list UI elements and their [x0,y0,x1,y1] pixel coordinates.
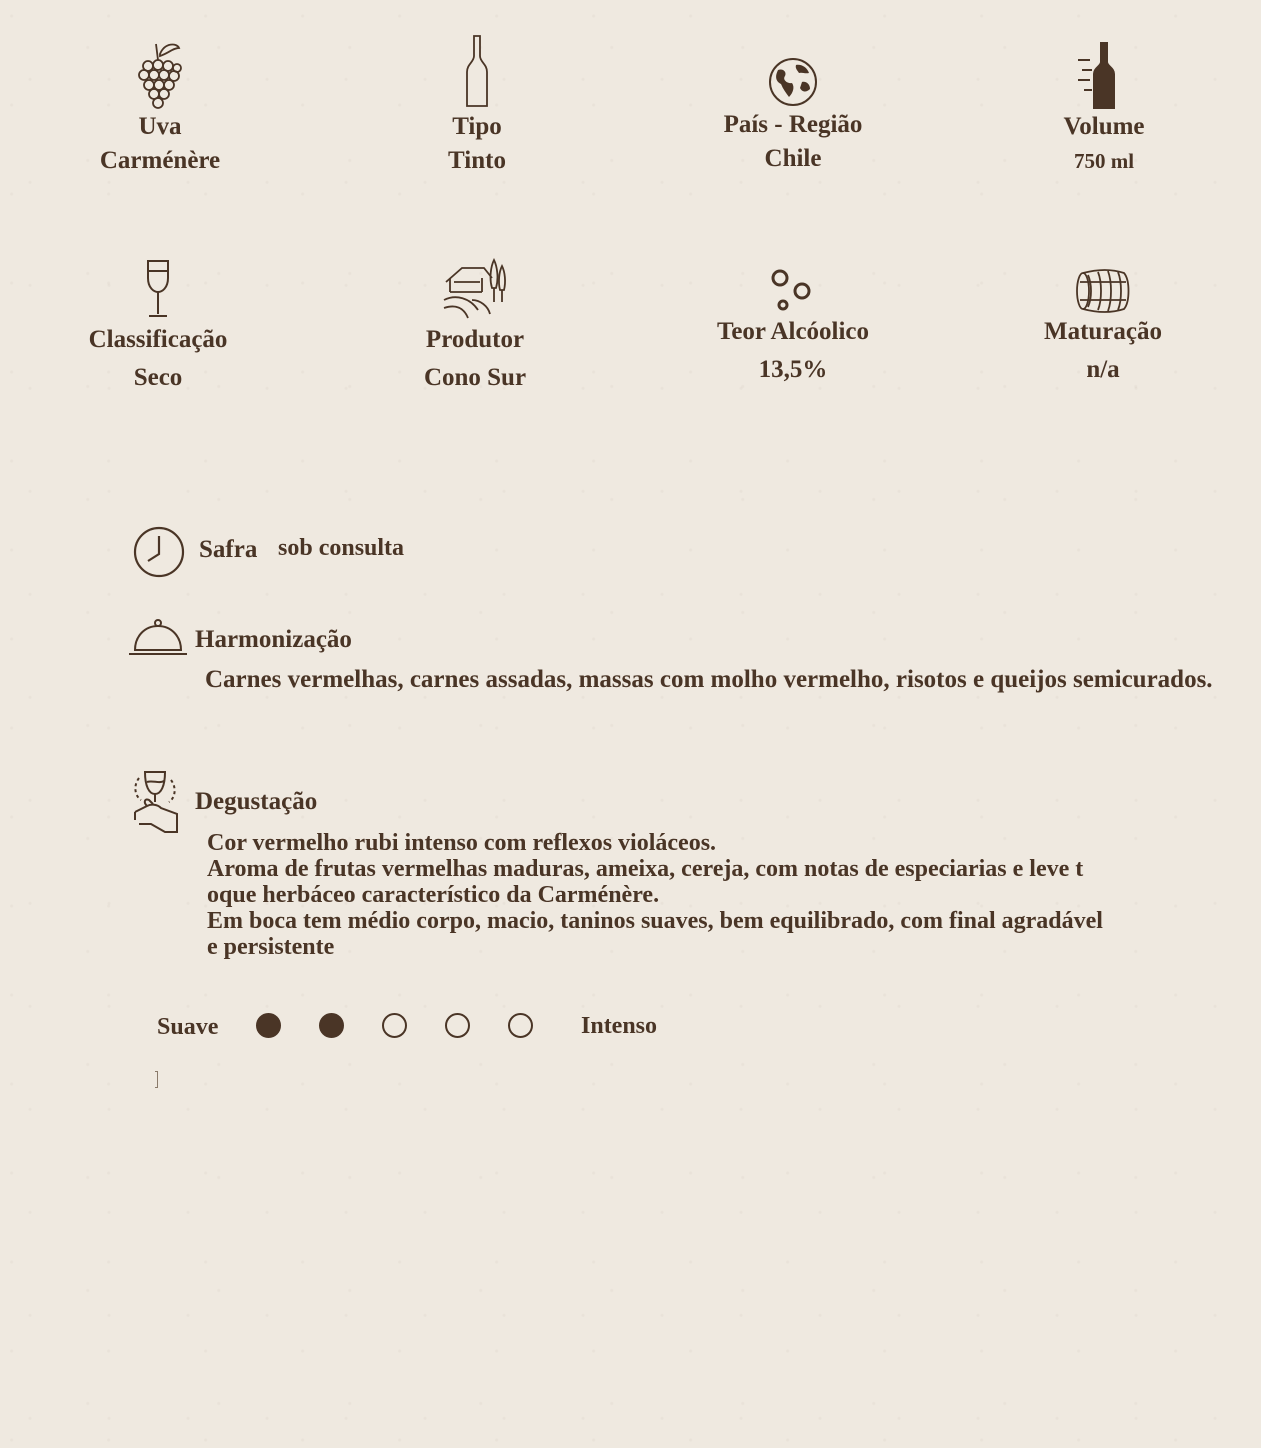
safra-label: Safra [199,536,258,563]
safra-value: sob consulta [278,535,405,561]
tasting-glass-hand-icon [131,768,183,836]
spec-tipo [367,34,587,178]
barrel-icon [1074,268,1132,314]
intensity-max-label: Intenso [581,1013,658,1039]
intensity-dot [256,1013,281,1038]
intensity-min-label: Suave [157,1014,219,1040]
spec-label: Classificação [88,326,228,353]
spec-label: Maturação [1043,318,1163,345]
globe-icon [768,56,818,108]
harmonizacao-label: Harmonização [195,626,352,653]
spec-label: Uva [138,113,182,140]
spec-value: 13,5% [758,356,828,383]
spec-value: Carménère [99,147,221,174]
spec-label: Teor Alcóolico [716,318,870,345]
winery-icon [442,258,508,322]
degustacao-label: Degustação [195,788,318,815]
intensity-dot [382,1013,407,1038]
grape-icon [137,40,183,110]
spec-uva [50,40,270,178]
degustacao-line: Aroma de frutas vermelhas maduras, ameixa, cereja, com notas de especiarias e leve t [207,856,1084,882]
spec-value: n/a [1086,356,1120,383]
intensity-dot [508,1013,533,1038]
spec-value: Chile [764,145,822,172]
degustacao-line: e persistente [207,934,335,960]
clock-icon [132,525,186,579]
spec-classificacao [48,258,268,398]
bottle-icon [464,34,490,110]
degustacao-line: Cor vermelho rubi intenso com reflexos violáceos. [207,830,717,856]
spec-value: 750 ml [1073,149,1135,173]
spec-value: Tinto [448,147,506,174]
spec-label: Produtor [425,326,525,353]
degustacao-text [207,830,1207,960]
bottle-volume-icon [1076,40,1132,110]
cloche-icon [127,618,189,658]
spec-maturacao [993,268,1213,390]
degustacao-line: oque herbáceo característico da Carménère. [207,882,660,908]
spec-teor-alcoolico [683,268,903,390]
text-cursor [155,1071,158,1088]
spec-value: Cono Sur [423,364,527,391]
spec-produtor [365,258,585,398]
spec-label: Volume [1063,113,1145,140]
spec-volume [994,40,1214,178]
spec-value: Seco [133,364,183,391]
spec-label: Tipo [452,113,502,140]
spec-label: País - Região [723,111,863,138]
wine-glass-icon [145,258,171,322]
degustacao-line: Em boca tem médio corpo, macio, taninos suaves, bem equilibrado, com final agradável [207,908,1103,934]
bubbles-icon [768,268,818,314]
intensity-dot [319,1013,344,1038]
harmonizacao-text: Carnes vermelhas, carnes assadas, massas com molho vermelho, risotos e queijos semicurados. [205,666,1213,693]
intensity-dot [445,1013,470,1038]
spec-pais-regiao [683,56,903,176]
